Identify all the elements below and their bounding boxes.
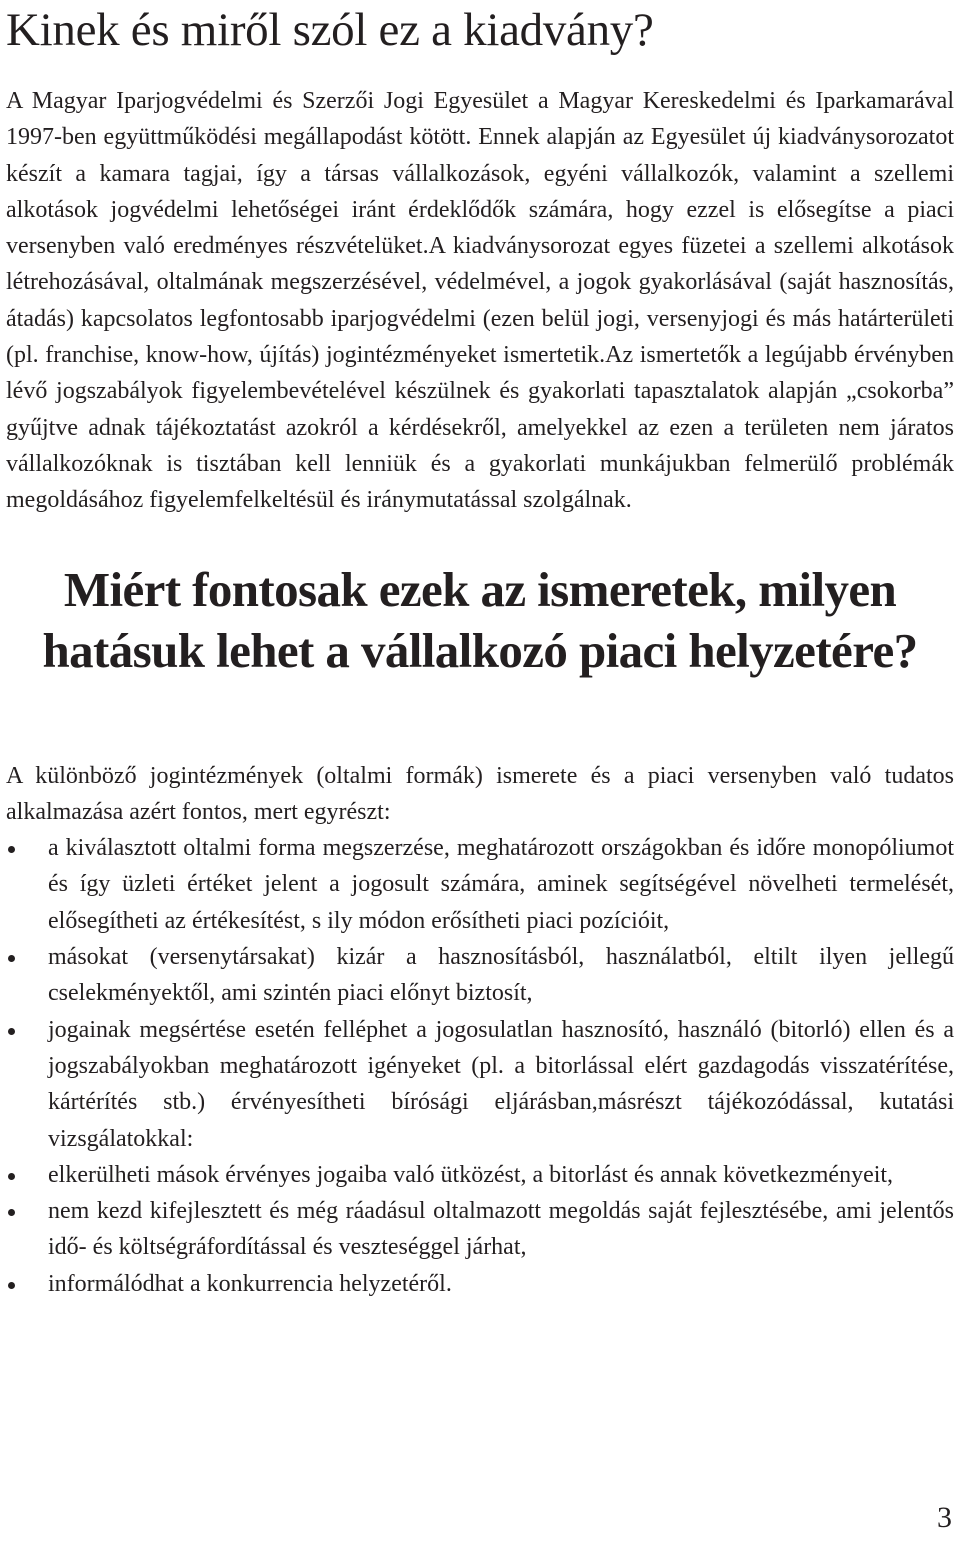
bullet-item — [6, 939, 954, 1012]
document-page — [6, 0, 954, 1302]
bullet-dot-icon — [8, 1209, 15, 1216]
bullet-dot-icon — [8, 955, 15, 962]
bullet-dot-icon — [8, 846, 15, 853]
bullet-dot-icon — [8, 1028, 15, 1035]
bullet-item — [6, 1012, 954, 1157]
bullet-text: nem kezd kifejlesztett és még ráadásul oltalmazott megoldás saját fejlesztésébe, ami jelentős idő- és költségráfordítással és veszteséggel járhat, — [48, 1198, 954, 1261]
bullet-list — [6, 830, 954, 1302]
bullet-text: jogainak megsértése esetén felléphet a jogosulatlan hasznosító, használó (bitorló) ellen és a jogszabályokban meghatározott igényeket (pl. a bitorlással elért gazdagodás visszatérítése, kártérítés stb.) érvényesítheti bírósági eljárásban,másrészt tájékozódással, kutatási vizsgálatokkal: — [48, 1016, 954, 1152]
lead-paragraph: A különböző jogintézmények (oltalmi formák) ismerete és a piaci versenyben való tudatos alkalmazása azért fontos, mert egyrészt: — [6, 762, 954, 825]
bullet-dot-icon — [8, 1282, 15, 1289]
intro-paragraph: A Magyar Iparjogvédelmi és Szerzői Jogi Egyesület a Magyar Kereskedelmi és Iparkamarával 1997-ben együttműködési megállapodást kötött. Ennek alapján az Egyesület új kiadványsorozatot készít a kamara tagjai, így a társas vállalkozások, egyéni vállalkozók, valamint a szellemi alkotások jogvédelmi lehetőségei iránt érdeklődők számára, hogy ezzel is elősegítse a piaci versenyben való eredményes részvételüket.A kiadványsorozat egyes füzetei a szellemi alkotások létrehozásával, oltalmának megszerzésével, védelmével, a jogok gyakorlásával (saját hasznosítás, átadás) kapcsolatos legfontosabb iparjogvédelmi (ezen belül jogi, versenyjogi és más határterületi (pl. franchise, know-how, újítás) jogintézményeket ismertetik.Az ismertetők a legújabb érvényben lévő jogszabályok figyelembevételével készülnek és gyakorlati tapasztalatok alapján „csokorba” gyűjtve adnak tájékoztatást azokról a kérdésekről, amelyekkel az ezen a területen nem járatos vállalkozóknak is tisztában kell lenniük és a gyakorlati munkájukban felmerülő problémák megoldásához figyelemfelkeltésül és iránymutatással szolgálnak. — [6, 88, 954, 514]
bullet-text: informálódhat a konkurrencia helyzetéről. — [48, 1270, 452, 1297]
section-heading: Miért fontosak ezek az ismeretek, milyen hatásuk lehet a vállalkozó piaci helyzetére? — [42, 561, 918, 678]
page-title: Kinek és miről szól ez a kiadvány? — [6, 4, 654, 56]
bullet-item — [6, 1193, 954, 1266]
bullet-item — [6, 830, 954, 939]
bullet-item — [6, 1157, 954, 1193]
bullet-dot-icon — [8, 1173, 15, 1180]
bullet-item — [6, 1266, 954, 1302]
bullet-text: a kiválasztott oltalmi forma megszerzése, meghatározott országokban és időre monopóliumot és így üzleti értéket jelent a jogosult számára, aminek segítségével növelheti termelését, elősegítheti az értékesítést, s ily módon erősítheti piaci pozícióit, — [48, 835, 954, 934]
bullet-text: elkerülheti mások érvényes jogaiba való ütközést, a bitorlást és annak következményeit, — [48, 1161, 894, 1188]
page-number: 3 — [937, 1501, 952, 1534]
bullet-text: másokat (versenytársakat) kizár a hasznosításból, használatból, eltilt ilyen jellegű cselekményektől, ami szintén piaci előnyt biztosít, — [48, 944, 954, 1007]
